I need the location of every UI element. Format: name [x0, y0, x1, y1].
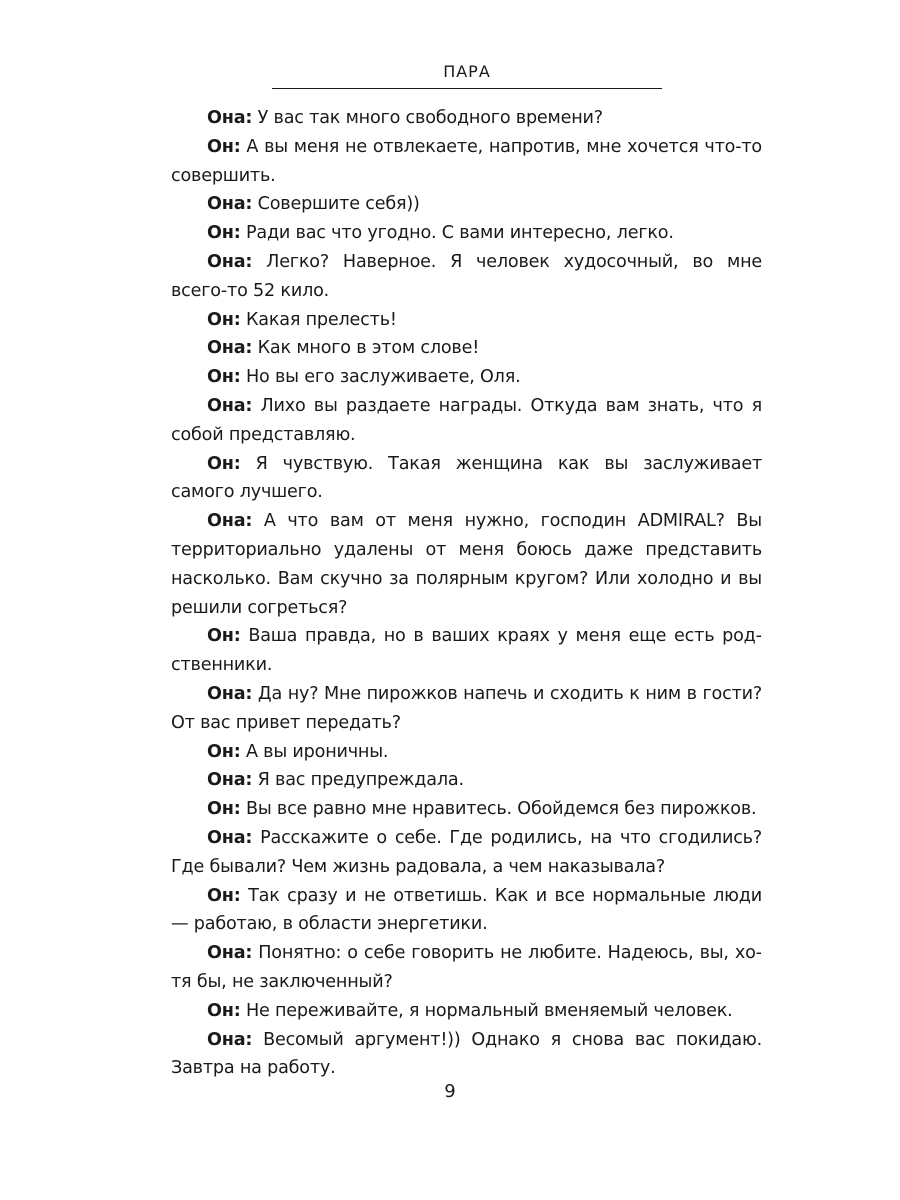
speaker-label: Она: — [207, 827, 253, 848]
dialogue-line — [171, 738, 762, 767]
dialogue-line — [171, 680, 762, 738]
speaker-label: Он: — [207, 626, 241, 647]
line-text: Вы все равно мне нравитесь. Обойдемся без пирожков. — [240, 799, 757, 820]
header-rule — [272, 88, 662, 89]
speaker-label: Он: — [207, 136, 241, 157]
line-text: А вы меня не отвлекаете, напротив, мне хочется что-то совершить. — [171, 136, 762, 186]
dialogue-line — [171, 219, 762, 248]
dialogue-line — [171, 248, 762, 306]
line-text: Да ну? Мне пирожков напечь и сходить к ним в гости? От вас привет передать? — [171, 683, 762, 733]
dialogue-line — [171, 190, 762, 219]
line-text: Как много в этом слове! — [252, 338, 480, 359]
speaker-label: Он: — [207, 453, 241, 474]
line-text: Расскажите о себе. Где родились, на что сгодились? Где бывали? Чем жизнь радовала, а чем наказывала? — [171, 827, 762, 877]
dialogue-line — [171, 392, 762, 450]
line-text: У вас так много свободного времени? — [252, 108, 603, 128]
dialogue-line — [171, 882, 762, 940]
line-text: Легко? Наверное. Я человек худосочный, во мне всего-то 52 кило. — [171, 251, 762, 301]
speaker-label: Он: — [207, 367, 241, 388]
line-text: Понятно: о себе говорить не любите. Надеюсь, вы, хотя бы, не заключенный? — [171, 943, 762, 992]
speaker-label: Она: — [207, 251, 253, 272]
dialogue-line — [171, 766, 762, 795]
line-text: Ваша правда, но в ваших краях у меня еще есть родственники. — [171, 626, 762, 676]
speaker-label: Он: — [207, 741, 241, 762]
dialogue-line — [171, 363, 762, 392]
dialogue-line — [171, 1026, 762, 1084]
dialogue-line — [171, 622, 762, 680]
dialogue-line — [171, 104, 762, 133]
speaker-label: Она: — [207, 338, 253, 359]
speaker-label: Она: — [207, 108, 253, 128]
line-text: А что вам от меня нужно, господин ADMIRAL? Вы территориально удалены от меня боюсь даже представить насколько. Вам скучно за полярным кругом? Или холодно и вы решили согреться? — [171, 511, 762, 618]
speaker-label: Она: — [207, 194, 253, 215]
line-text: Какая прелесть! — [240, 309, 397, 330]
page-number: 9 — [444, 1081, 456, 1102]
line-text: Так сразу и не ответишь. Как и все нормальные люди — работаю, в области энергетики. — [171, 885, 762, 935]
speaker-label: Он: — [207, 309, 241, 330]
speaker-label: Она: — [207, 683, 253, 704]
dialogue-line — [171, 306, 762, 335]
line-text: Лихо вы раздаете награды. Откуда вам знать, что я собой представляю. — [171, 395, 762, 445]
dialogue-body — [171, 104, 762, 1083]
dialogue-line — [171, 795, 762, 824]
dialogue-line — [171, 507, 762, 622]
dialogue-line — [171, 997, 762, 1026]
speaker-label: Она: — [207, 943, 253, 964]
speaker-label: Он: — [207, 223, 241, 244]
speaker-label: Она: — [207, 395, 253, 416]
line-text: Не переживайте, я нормальный вменяемый человек. — [240, 1000, 733, 1021]
line-text: Совершите себя)) — [252, 194, 420, 215]
line-text: Я чувствую. Такая женщина как вы заслуживает самого лучшего. — [171, 453, 762, 503]
line-text: А вы ироничны. — [240, 741, 389, 762]
line-text: Ради вас что угодно. С вами интересно, легко. — [240, 223, 674, 244]
line-text: Весомый аргумент!)) Однако я снова вас покидаю. Завтра на работу. — [171, 1029, 762, 1079]
dialogue-line — [171, 133, 762, 191]
dialogue-line — [171, 824, 762, 882]
speaker-label: Она: — [207, 770, 253, 791]
dialogue-line — [171, 450, 762, 508]
speaker-label: Он: — [207, 799, 241, 820]
speaker-label: Он: — [207, 885, 241, 906]
line-text: Но вы его заслуживаете, Оля. — [240, 367, 521, 388]
speaker-label: Она: — [207, 1029, 253, 1050]
running-head-title: ПАРА — [443, 62, 491, 81]
speaker-label: Он: — [207, 1000, 241, 1021]
dialogue-line — [171, 939, 762, 997]
speaker-label: Она: — [207, 511, 253, 532]
dialogue-line — [171, 334, 762, 363]
line-text: Я вас предупреждала. — [252, 770, 464, 791]
